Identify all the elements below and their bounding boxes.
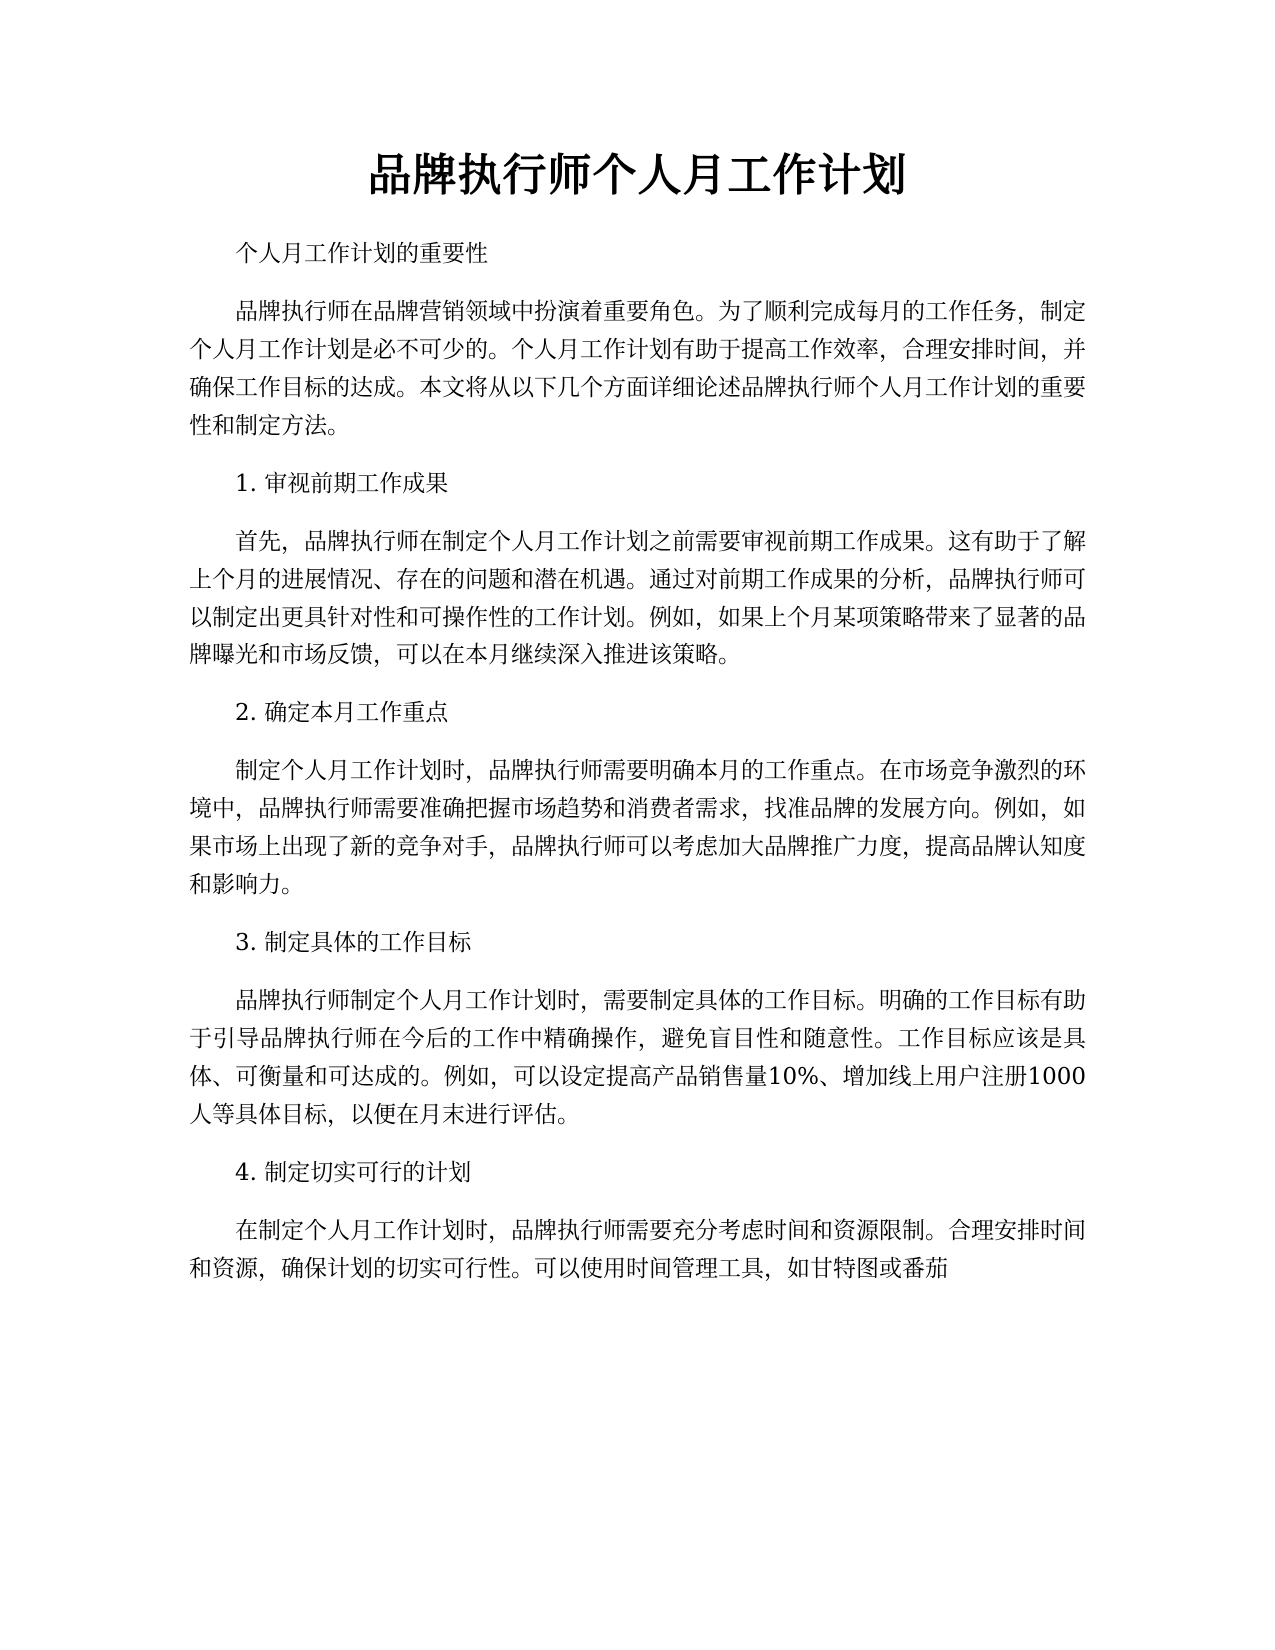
section-heading: 4. 制定切实可行的计划 bbox=[235, 1159, 472, 1186]
section-paragraph: 品牌执行师制定个人月工作计划时，需要制定具体的工作目标。明确的工作目标有助于引导品牌执行师在今后的工作中精确操作，避免盲目性和随意性。工作目标应该是具体、可衡量和可达成的。例如，可以设定提高产品销售量10%、增加线上用户注册1000人等具体目标，以便在月末进行评估。 bbox=[189, 988, 1086, 1128]
document-title: 品牌执行师个人月工作计划 bbox=[367, 150, 908, 201]
section-heading: 1. 审视前期工作成果 bbox=[235, 470, 449, 497]
section-heading: 3. 制定具体的工作目标 bbox=[235, 930, 472, 957]
intro-heading: 个人月工作计划的重要性 bbox=[235, 241, 488, 267]
document-body bbox=[189, 236, 1086, 1289]
section-heading: 2. 确定本月工作重点 bbox=[235, 700, 449, 727]
section-paragraph: 在制定个人月工作计划时，品牌执行师需要充分考虑时间和资源限制。合理安排时间和资源，确保计划的切实可行性。可以使用时间管理工具，如甘特图或番茄 bbox=[189, 1217, 1086, 1282]
section-paragraph: 首先，品牌执行师在制定个人月工作计划之前需要审视前期工作成果。这有助于了解上个月的进展情况、存在的问题和潜在机遇。通过对前期工作成果的分析，品牌执行师可以制定出更具针对性和可操作性的工作计划。例如，如果上个月某项策略带来了显著的品牌曝光和市场反馈，可以在本月继续深入推进该策略。 bbox=[189, 528, 1086, 669]
intro-paragraph: 品牌执行师在品牌营销领域中扮演着重要角色。为了顺利完成每月的工作任务，制定个人月工作计划是必不可少的。个人月工作计划有助于提高工作效率，合理安排时间，并确保工作目标的达成。本文将从以下几个方面详细论述品牌执行师个人月工作计划的重要性和制定方法。 bbox=[189, 298, 1086, 439]
section-paragraph: 制定个人月工作计划时，品牌执行师需要明确本月的工作重点。在市场竞争激烈的环境中，品牌执行师需要准确把握市场趋势和消费者需求，找准品牌的发展方向。例如，如果市场上出现了新的竞争对手，品牌执行师可以考虑加大品牌推广力度，提高品牌认知度和影响力。 bbox=[189, 758, 1086, 899]
